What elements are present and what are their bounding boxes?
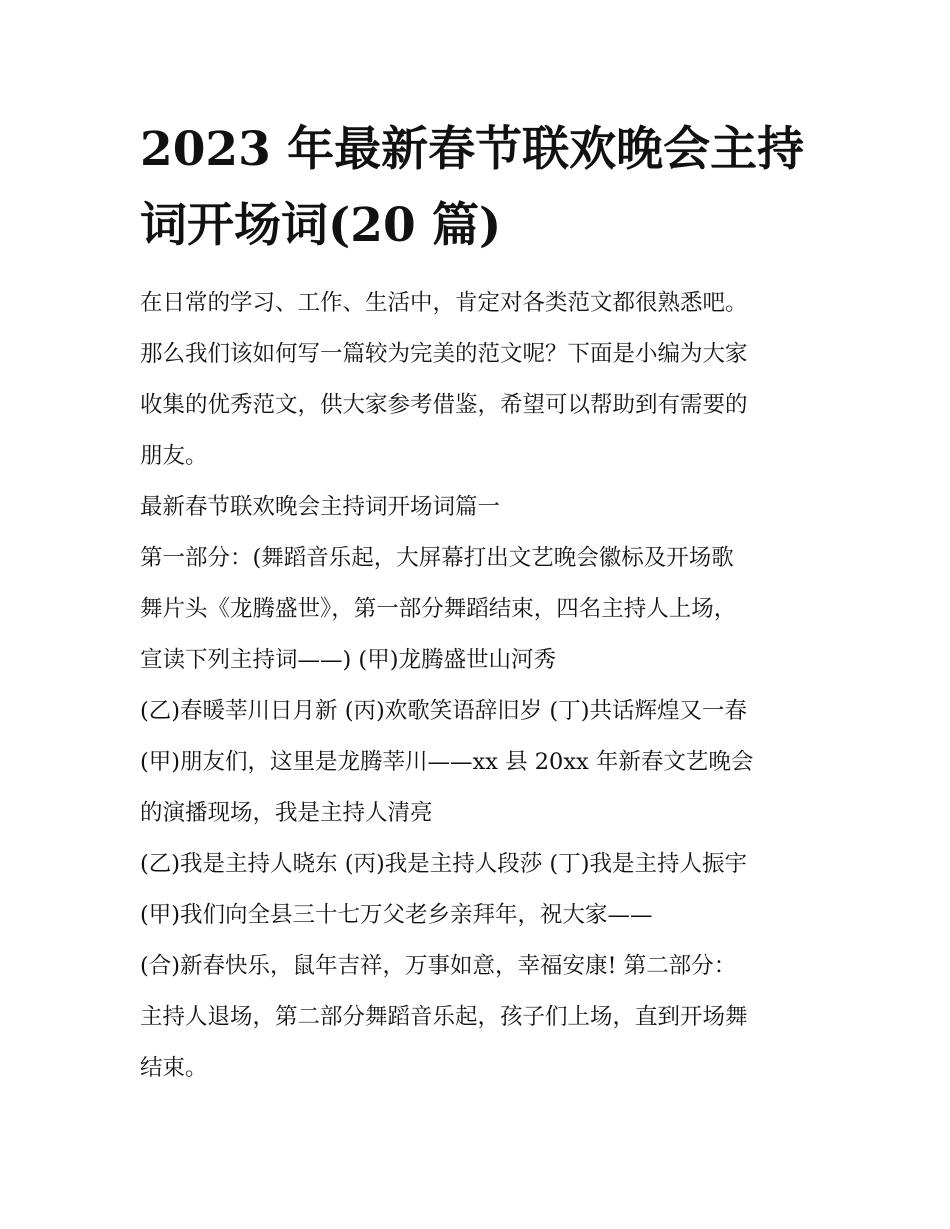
- section-heading: 最新春节联欢晚会主持词开场词篇一: [140, 494, 501, 520]
- script-line: (甲)我们向全县三十七万父老乡亲拜年，祝大家——: [140, 902, 653, 928]
- script-line: 结束。: [140, 1055, 208, 1081]
- title-line: 词开场词(20 篇): [140, 198, 502, 253]
- script-line: 的演播现场，我是主持人清亮: [140, 800, 433, 826]
- intro-line: 在日常的学习、工作、生活中，肯定对各类范文都很熟悉吧。: [140, 290, 748, 316]
- script-line: (甲)朋友们，这里是龙腾莘川——xx 县 20xx 年新春文艺晚会: [140, 749, 754, 775]
- script-line: (合)新春快乐，鼠年吉祥，万事如意，幸福安康! 第二部分：: [140, 953, 737, 979]
- script-line: 舞片头《龙腾盛世》，第一部分舞蹈结束，四名主持人上场，: [140, 596, 737, 622]
- document-page: [140, 112, 820, 1094]
- title-line: 2023 年最新春节联欢晚会主持: [140, 122, 805, 177]
- script-line: 宣读下列主持词——) (甲)龙腾盛世山河秀: [140, 647, 556, 673]
- script-line: 主持人退场，第二部分舞蹈音乐起，孩子们上场，直到开场舞: [140, 1004, 748, 1030]
- intro-line: 那么我们该如何写一篇较为完美的范文呢？下面是小编为大家: [140, 341, 748, 367]
- script-line: 第一部分：(舞蹈音乐起，大屏幕打出文艺晚会徽标及开场歌: [140, 545, 734, 571]
- document-title: [140, 112, 820, 264]
- document-body: [140, 278, 820, 1094]
- intro-line: 朋友。: [140, 443, 208, 469]
- script-line: (乙)我是主持人晓东 (丙)我是主持人段莎 (丁)我是主持人振宇: [140, 851, 747, 877]
- script-line: (乙)春暖莘川日月新 (丙)欢歌笑语辞旧岁 (丁)共话辉煌又一春: [140, 698, 747, 724]
- intro-line: 收集的优秀范文，供大家参考借鉴，希望可以帮助到有需要的: [140, 392, 748, 418]
